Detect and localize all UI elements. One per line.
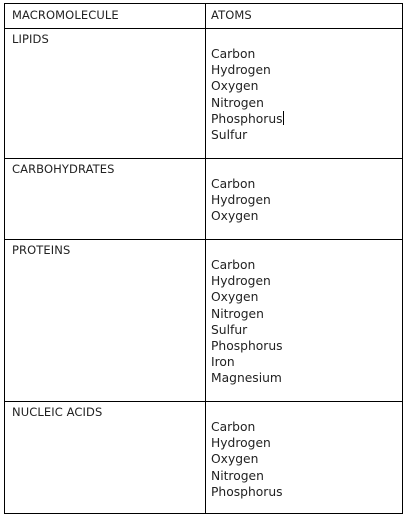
atom-item: Oxygen <box>211 452 259 467</box>
text-cursor <box>283 111 284 125</box>
atom-item: Iron <box>211 355 235 370</box>
atom-item: Hydrogen <box>211 436 271 451</box>
atom-item: Nitrogen <box>211 468 264 483</box>
atom-item: Sulfur <box>211 128 248 143</box>
atom-item: Magnesium <box>211 371 282 386</box>
macromolecule-table <box>4 3 403 514</box>
table-row-proteins <box>5 239 402 402</box>
atom-item: Oxygen <box>211 290 259 305</box>
atom-item: Phosphorus <box>211 339 283 354</box>
atom-list <box>211 176 271 225</box>
atom-item: Oxygen <box>211 79 259 94</box>
macromolecule-name: PROTEINS <box>12 243 71 257</box>
atom-item: Carbon <box>211 177 256 191</box>
atom-list <box>211 46 284 143</box>
table-row-carbohydrates <box>5 158 402 240</box>
atom-item: Carbon <box>211 420 256 434</box>
header-atoms: ATOMS <box>211 8 252 22</box>
atom-item: Carbon <box>211 47 256 61</box>
table-row-nucleic-acids <box>5 401 402 513</box>
atom-item: Carbon <box>211 258 256 272</box>
macromolecule-name: CARBOHYDRATES <box>12 162 115 176</box>
atom-item: Nitrogen <box>211 95 264 110</box>
atom-item: Phosphorus <box>211 484 283 499</box>
macromolecule-name: LIPIDS <box>12 32 49 46</box>
atom-item: Hydrogen <box>211 63 271 78</box>
atom-item: Nitrogen <box>211 306 264 321</box>
atom-item-with-cursor[interactable] <box>211 111 284 127</box>
header-macromolecule: MACROMOLECULE <box>12 8 119 22</box>
atom-list <box>211 419 283 500</box>
atom-item: Sulfur <box>211 322 248 337</box>
atom-item: Hydrogen <box>211 274 271 289</box>
atom-item: Oxygen <box>211 209 259 224</box>
atom-item: Phosphorus <box>211 111 283 126</box>
atom-list <box>211 257 283 387</box>
table-row-lipids <box>5 28 402 159</box>
table-header-row <box>5 4 402 29</box>
atom-item: Hydrogen <box>211 193 271 208</box>
macromolecule-name: NUCLEIC ACIDS <box>12 405 103 419</box>
